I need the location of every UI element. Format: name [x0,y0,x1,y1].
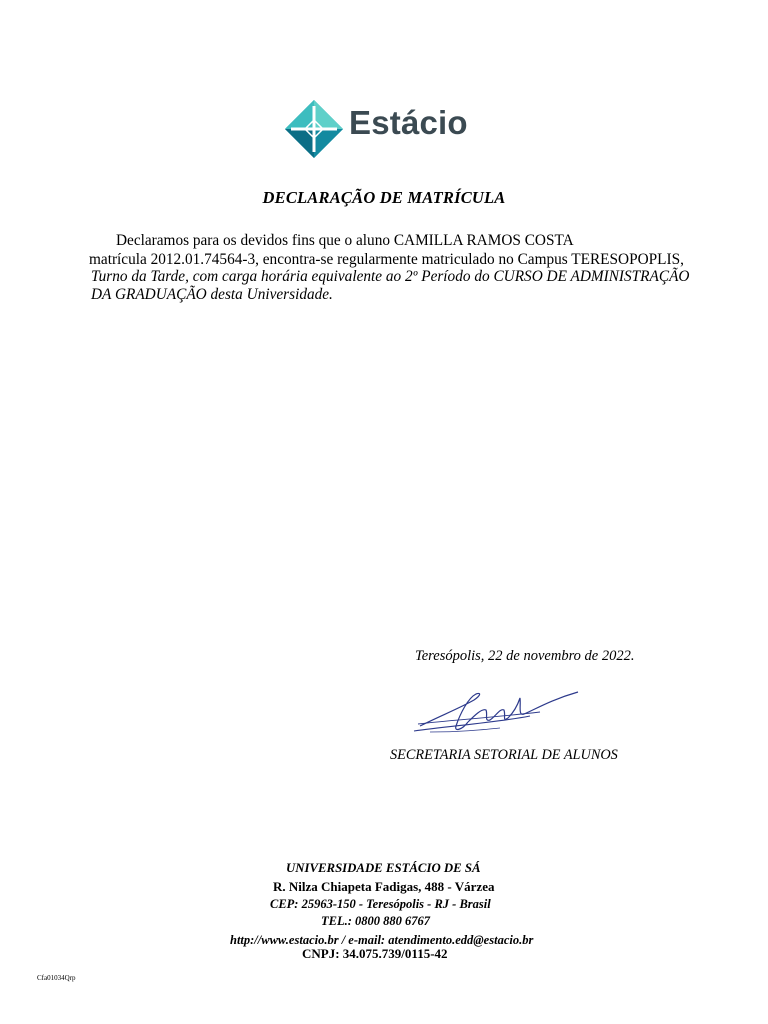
body-line-1: Declaramos para os devidos fins que o aluno CAMILLA RAMOS COSTA [116,232,574,249]
footer-cep: CEP: 25963-150 - Teresópolis - RJ - Brasil [270,897,491,911]
document-title: DECLARAÇÃO DE MATRÍCULA [262,188,506,207]
handwritten-signature [390,686,628,738]
footer-cnpj: CNPJ: 34.075.739/0115-42 [302,946,448,961]
footer-phone: TEL.: 0800 880 6767 [321,914,431,928]
logo-wordmark: Estácio [349,104,468,141]
footer-web-email: http://www.estacio.br / e-mail: atendimento.edd@estacio.br [230,933,534,947]
body-line-3: Turno da Tarde, com carga horária equivalente ao 2º Período do CURSO DE ADMINISTRAÇÃO [91,268,690,285]
footer-institution: UNIVERSIDADE ESTÁCIO DE SÁ [286,861,481,875]
document-code: Cfa01034Qrp [37,974,76,982]
body-line-2: matrícula 2012.01.74564-3, encontra-se regularmente matriculado no Campus TERESOPOPLIS, [89,251,684,268]
signatory-label: SECRETARIA SETORIAL DE ALUNOS [390,747,618,763]
footer-address: R. Nilza Chiapeta Fadigas, 488 - Várzea [273,879,495,894]
body-line-4: DA GRADUAÇÃO desta Universidade. [91,286,333,303]
estacio-logo [283,98,488,160]
date-line: Teresópolis, 22 de novembro de 2022. [415,648,635,664]
estacio-diamond-icon [283,98,345,160]
